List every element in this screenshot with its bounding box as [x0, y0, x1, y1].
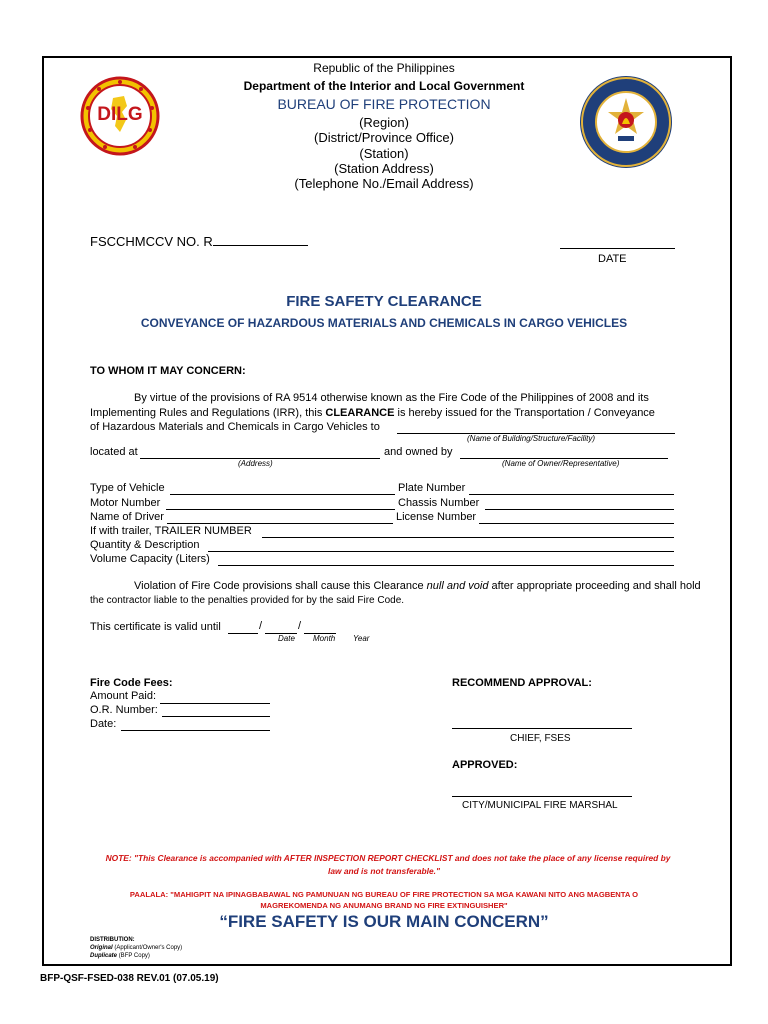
type-of-vehicle-label: Type of Vehicle — [90, 482, 165, 494]
note-line1: NOTE: "This Clearance is accompanied with AFTER INSPECTION REPORT CHECKLIST and does not take the place of any license required by — [105, 853, 671, 863]
license-number-field[interactable] — [479, 523, 674, 524]
main-title: FIRE SAFETY CLEARANCE — [286, 293, 482, 310]
plate-number-field[interactable] — [469, 494, 674, 495]
slash-1: / — [259, 620, 263, 632]
trailer-label: If with trailer, TRAILER NUMBER — [90, 525, 252, 537]
para1-line2-a: Implementing Rules and Regulations (IRR), this — [90, 407, 326, 419]
slash-2: / — [298, 620, 302, 632]
null-and-void: null and void — [426, 580, 489, 592]
note-line2: law and is not transferable." — [328, 866, 440, 876]
date-label: DATE — [598, 253, 627, 265]
approved-label: APPROVED: — [452, 759, 518, 771]
quantity-field[interactable] — [208, 551, 674, 552]
hint-year: Year — [353, 634, 370, 643]
region-line: (Region) — [359, 115, 409, 130]
original-desc: (Applicant/Owner's Copy) — [114, 945, 183, 951]
chief-title: CHIEF, FSES — [510, 733, 571, 744]
recommend-approval-label: RECOMMEND APPROVAL: — [452, 677, 592, 689]
control-number-field[interactable] — [213, 245, 308, 246]
amount-paid-field[interactable] — [160, 703, 270, 704]
date-line[interactable] — [560, 248, 675, 249]
para1-line2-b: is hereby issued for the Transportation / Conveyance — [394, 407, 655, 419]
control-number — [90, 234, 308, 249]
marshal-title: CITY/MUNICIPAL FIRE MARSHAL — [462, 800, 618, 811]
para1-line1: By virtue of the provisions of RA 9514 otherwise known as the Fire Code of the Philippines of 2008 and its — [134, 392, 649, 404]
chassis-number-label: Chassis Number — [398, 497, 480, 509]
duplicate-label: Duplicate — [90, 953, 118, 959]
volume-field[interactable] — [218, 565, 674, 566]
valid-date-field[interactable] — [228, 633, 258, 634]
contact-line: (Telephone No./Email Address) — [294, 176, 474, 191]
fee-date-field[interactable] — [121, 730, 270, 731]
or-number-field[interactable] — [162, 716, 270, 717]
name-of-driver-label: Name of Driver — [90, 511, 164, 523]
control-number-label: FSCCHMCCV NO. R — [90, 234, 213, 249]
original-label: Original — [90, 945, 113, 951]
department-line: Department of the Interior and Local Government — [243, 79, 525, 93]
station-address-line: (Station Address) — [334, 161, 434, 176]
paalala-line2: MAGREKOMENDA NG ANUMANG BRAND NG FIRE EXTINGUISHER" — [260, 901, 508, 910]
violation-text-b: after appropriate proceeding and shall hold — [488, 580, 701, 592]
hint-month: Month — [313, 634, 336, 643]
distribution-title: DISTRIBUTION: — [90, 937, 135, 943]
bureau-line: BUREAU OF FIRE PROTECTION — [277, 96, 491, 112]
station-line: (Station) — [359, 146, 409, 161]
hint-owner: (Name of Owner/Representative) — [502, 459, 620, 468]
chassis-number-field[interactable] — [485, 509, 674, 510]
hint-address: (Address) — [238, 459, 273, 468]
located-at-label: located at — [90, 446, 138, 458]
amount-paid-label: Amount Paid: — [90, 690, 157, 702]
hint-date: Date — [278, 634, 295, 643]
plate-number-label: Plate Number — [398, 482, 466, 494]
republic-line: Republic of the Philippines — [313, 61, 455, 75]
fees-title: Fire Code Fees: — [90, 677, 173, 689]
owned-by-label: and owned by — [384, 446, 453, 458]
fee-date-label: Date: — [90, 718, 117, 730]
para1-line2 — [90, 407, 655, 419]
or-number-label: O.R. Number: — [90, 704, 158, 716]
trailer-number-field[interactable] — [262, 537, 674, 538]
distribution-duplicate — [90, 953, 150, 959]
marshal-signature-line[interactable] — [452, 796, 632, 797]
sub-title: CONVEYANCE OF HAZARDOUS MATERIALS AND CHEMICALS IN CARGO VEHICLES — [140, 316, 628, 330]
district-line: (District/Province Office) — [314, 130, 454, 145]
violation-line2: the contractor liable to the penalties provided for by the said Fire Code. — [90, 595, 405, 606]
duplicate-desc: (BFP Copy) — [118, 953, 150, 959]
para1-line3-text: of Hazardous Materials and Chemicals in Cargo Vehicles to — [90, 421, 380, 433]
license-number-label: License Number — [396, 511, 477, 523]
hint-building: (Name of Building/Structure/Facility) — [467, 434, 596, 443]
volume-label: Volume Capacity (Liters) — [90, 553, 210, 565]
motor-number-field[interactable] — [166, 509, 395, 510]
motor-number-label: Motor Number — [90, 497, 161, 509]
slogan: “FIRE SAFETY IS OUR MAIN CONCERN” — [219, 912, 549, 931]
salutation: TO WHOM IT MAY CONCERN: — [90, 365, 246, 377]
driver-name-field[interactable] — [167, 523, 393, 524]
para1-line3 — [90, 421, 380, 433]
violation-text-a: Violation of Fire Code provisions shall cause this Clearance — [134, 580, 427, 592]
paalala-line1: PAALALA: "MAHIGPIT NA IPINAGBABAWAL NG PAMUNUAN NG BUREAU OF FIRE PROTECTION SA MGA KAWANI NITO ANG MAGBENTA O — [129, 890, 639, 899]
chief-signature-line[interactable] — [452, 728, 632, 729]
dilg-logo-text: DILG — [97, 104, 143, 125]
quantity-label: Quantity & Description — [90, 539, 200, 551]
distribution-original — [90, 945, 182, 951]
valid-until-label: This certificate is valid until — [90, 621, 221, 633]
form-code: BFP-QSF-FSED-038 REV.01 (07.05.19) — [40, 973, 219, 984]
type-of-vehicle-field[interactable] — [170, 494, 395, 495]
violation-line1 — [134, 580, 701, 592]
clearance-word: CLEARANCE — [325, 407, 395, 419]
